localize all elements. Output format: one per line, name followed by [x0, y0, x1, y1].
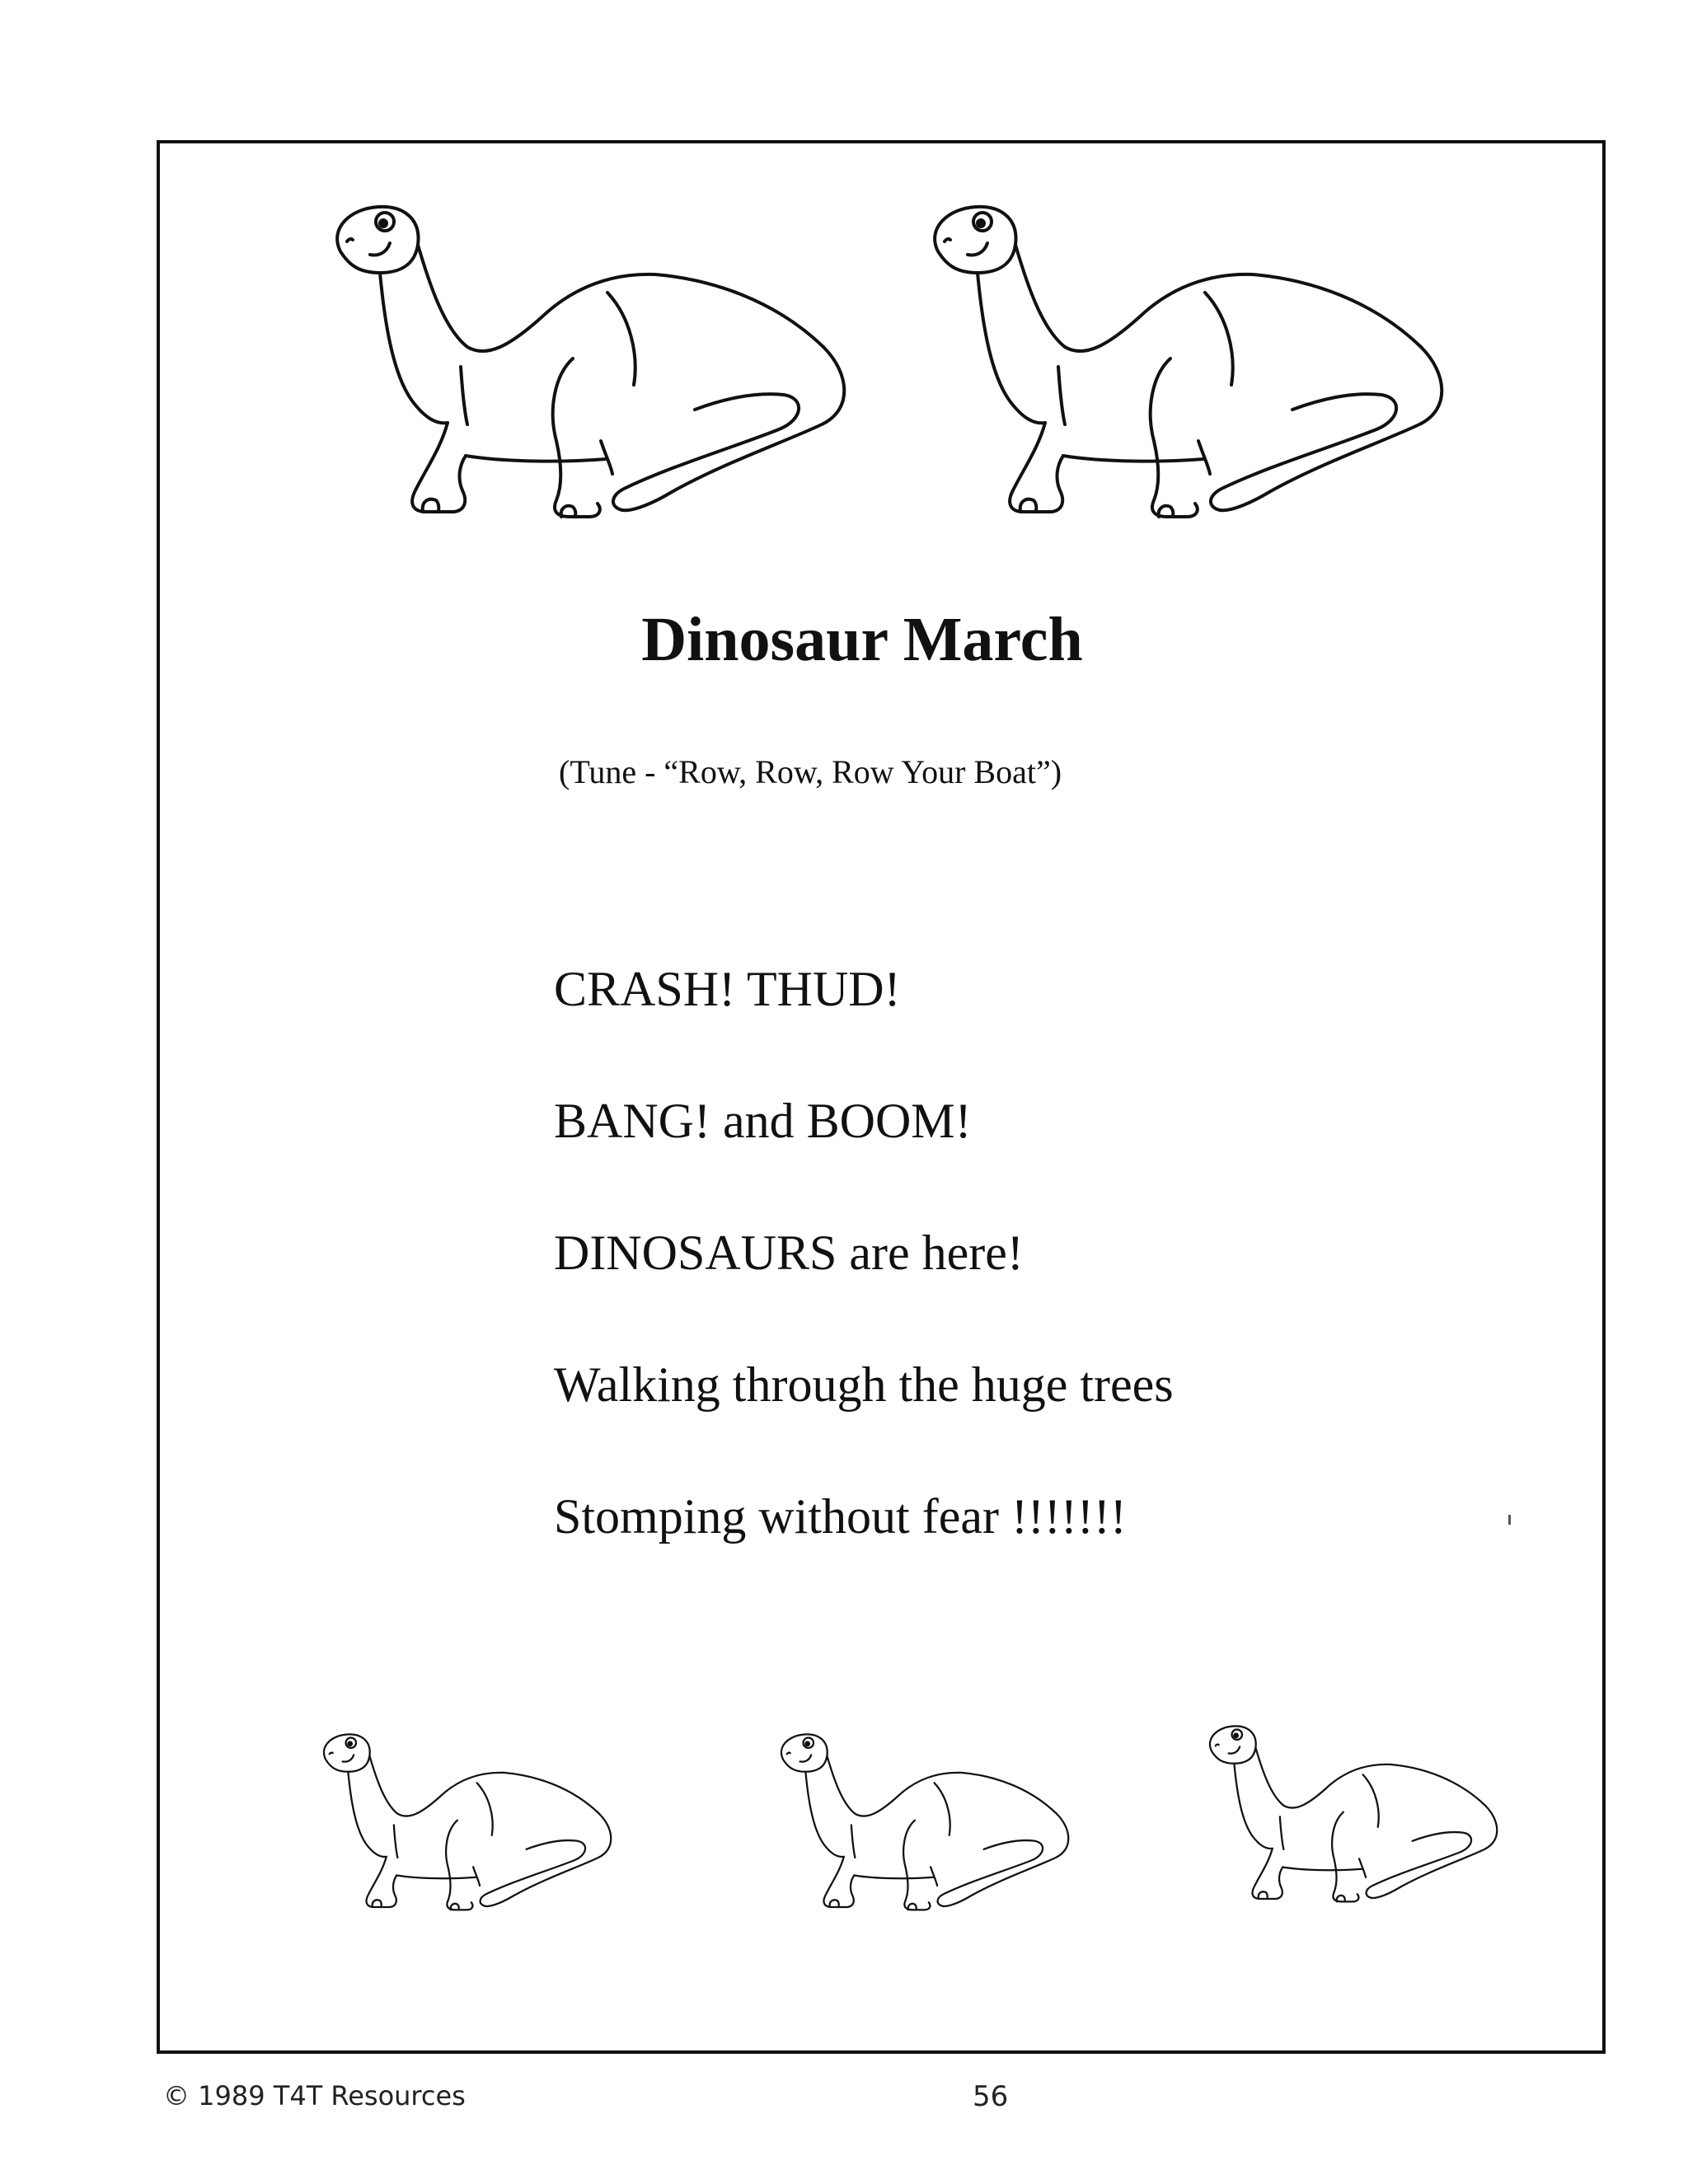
lyric-line: Walking through the huge trees [554, 1357, 1174, 1412]
song-tune: (Tune - “Row, Row, Row Your Boat”) [559, 753, 1062, 790]
page-number: 56 [973, 2080, 1009, 2113]
lyric-line: DINOSAURS are here! [554, 1226, 1024, 1280]
lyrics-list [554, 964, 1174, 1624]
dinosaur-illustration-icon [1203, 1718, 1521, 1924]
scan-speck [1508, 1515, 1511, 1525]
dinosaur-illustration-icon [923, 194, 1484, 556]
lyric-line: Stomping without fear !!!!!!! [554, 1489, 1127, 1544]
dinosaur-illustration-icon [326, 194, 886, 556]
dinosaur-illustration-icon [775, 1727, 1092, 1933]
lyric-line: BANG! and BOOM! [554, 1094, 972, 1148]
dinosaur-illustration-icon [317, 1727, 635, 1933]
lyric-line: CRASH! THUD! [554, 962, 901, 1016]
song-title: Dinosaur March [641, 605, 1083, 674]
footer-copyright: © 1989 T4T Resources [163, 2080, 466, 2111]
